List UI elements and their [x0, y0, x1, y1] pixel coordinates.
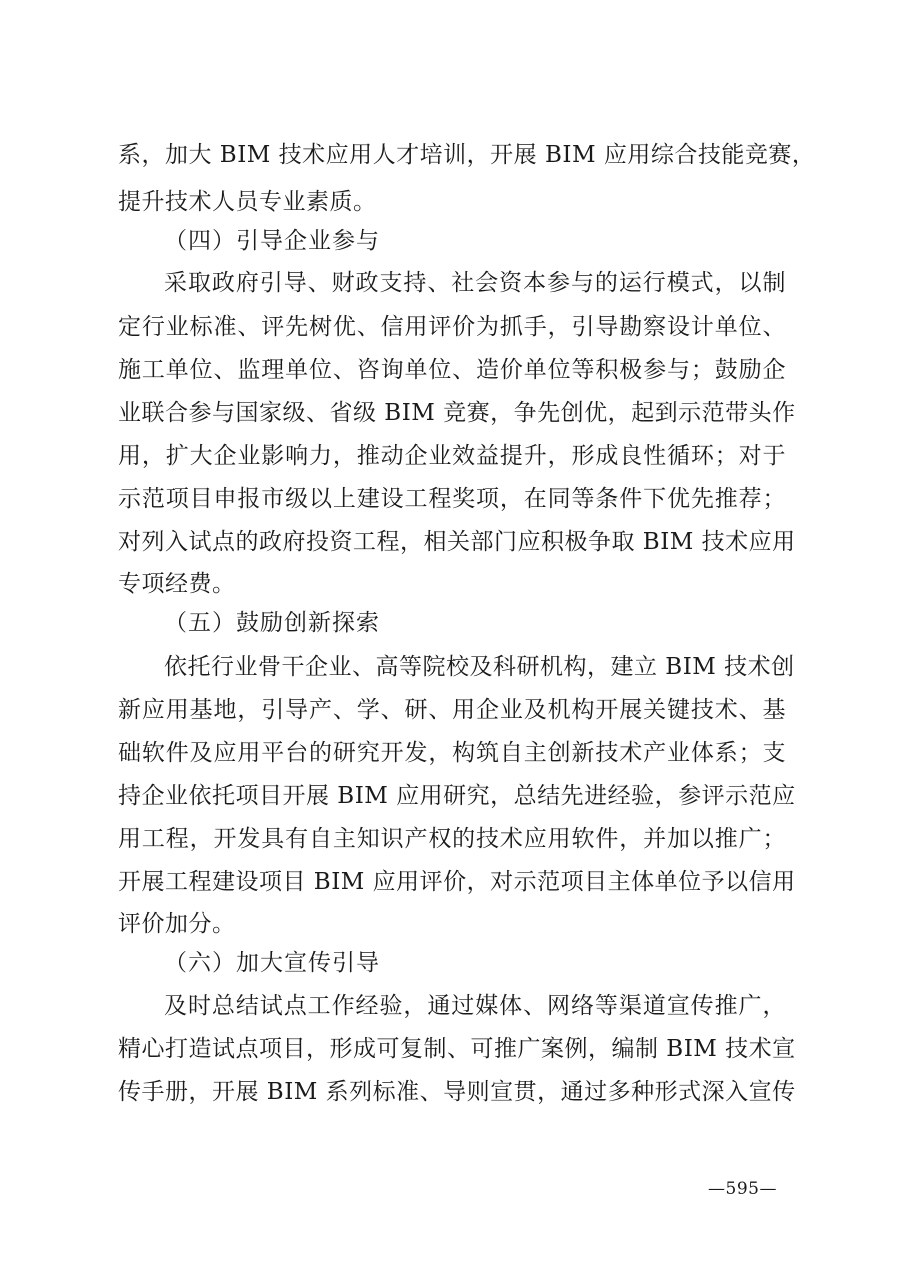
section-heading-6: （六）加大宣传引导 — [164, 950, 380, 976]
body-line: 业联合参与国家级、省级 BIM 竞赛，争先创优，起到示范带头作 — [118, 400, 796, 426]
body-line: 专项经费。 — [118, 571, 236, 597]
body-line: 用，扩大企业影响力，推动企业效益提升，形成良性循环；对于 — [118, 443, 786, 469]
body-line: 传手册，开展 BIM 系列标准、导则宣贯，通过多种形式深入宣传 — [118, 1079, 796, 1105]
body-line: 提升技术人员专业素质。 — [118, 189, 377, 215]
body-line: 采取政府引导、财政支持、社会资本参与的运行模式，以制 — [164, 270, 786, 296]
body-line: 持企业依托项目开展 BIM 应用研究，总结先进经验，参评示范应 — [118, 783, 796, 809]
body-line: 及时总结试点工作经验，通过媒体、网络等渠道宣传推广， — [164, 993, 786, 1019]
body-line: 新应用基地，引导产、学、研、用企业及机构开展关键技术、基 — [118, 697, 786, 723]
body-line: 示范项目申报市级以上建设工程奖项，在同等条件下优先推荐； — [118, 486, 786, 512]
body-line: 评价加分。 — [118, 911, 236, 937]
body-line: 用工程，开发具有自主知识产权的技术应用软件，并加以推广； — [118, 826, 786, 852]
body-line: 定行业标准、评先树优、信用评价为抓手，引导勘察设计单位、 — [118, 314, 786, 340]
body-line: 系，加大 BIM 技术应用人才培训，开展 BIM 应用综合技能竞赛， — [118, 142, 816, 168]
section-heading-4: （四）引导企业参与 — [164, 228, 380, 254]
section-heading-5: （五）鼓励创新探索 — [164, 610, 380, 636]
page-number: —595— — [708, 1179, 777, 1199]
body-line: 精心打造试点项目，形成可复制、可推广案例，编制 BIM 技术宣 — [118, 1036, 796, 1062]
body-line: 开展工程建设项目 BIM 应用评价，对示范项目主体单位予以信用 — [118, 869, 796, 895]
body-line: 依托行业骨干企业、高等院校及科研机构，建立 BIM 技术创 — [164, 654, 795, 680]
body-line: 施工单位、监理单位、咨询单位、造价单位等积极参与；鼓励企 — [118, 357, 786, 383]
body-line: 础软件及应用平台的研究开发，构筑自主创新技术产业体系；支 — [118, 740, 786, 766]
body-line: 对列入试点的政府投资工程，相关部门应积极争取 BIM 技术应用 — [118, 529, 796, 555]
